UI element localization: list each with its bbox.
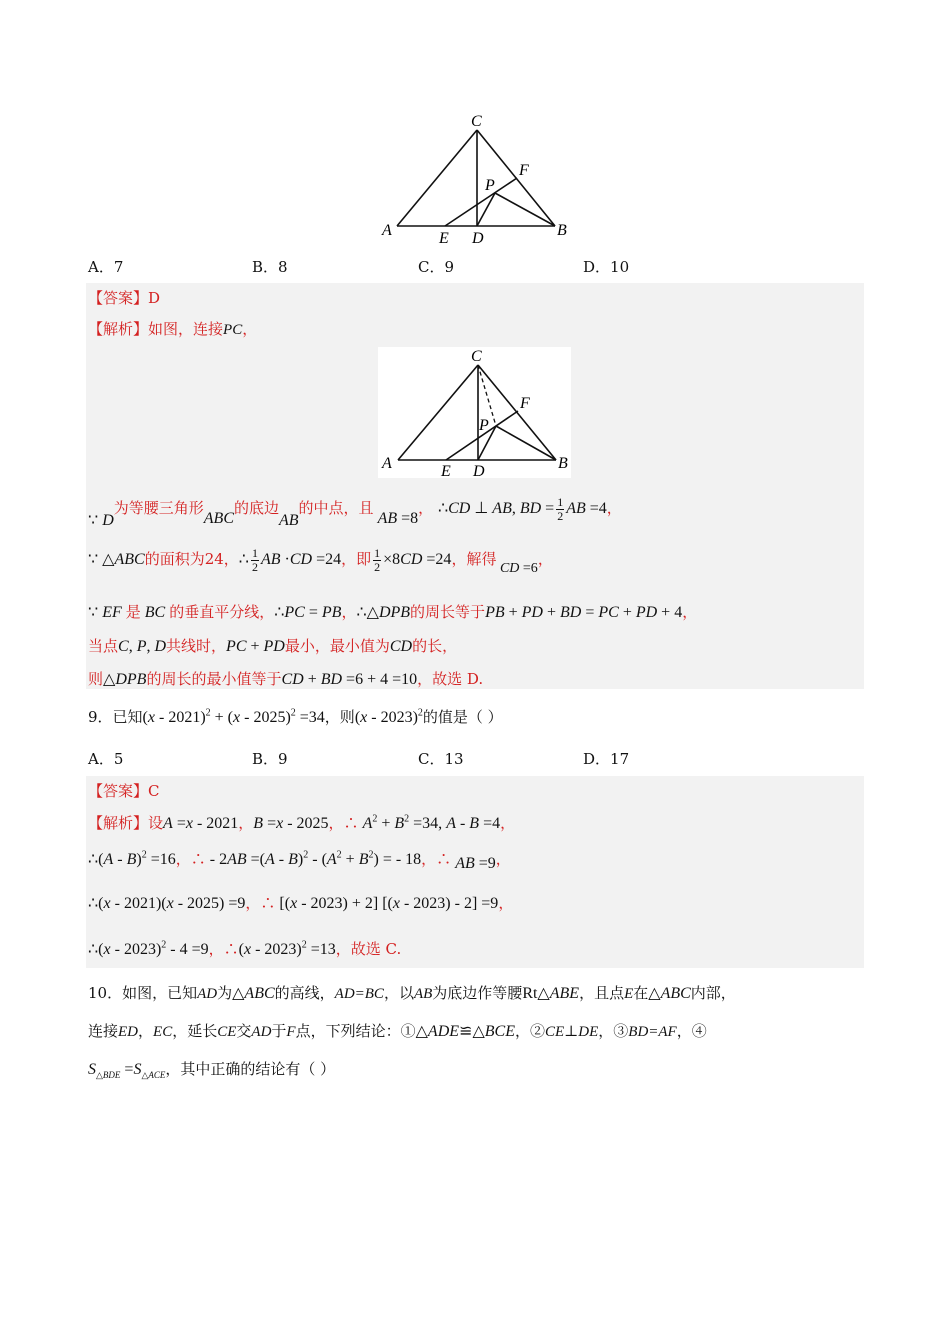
label-f: F [519, 162, 529, 179]
q9-option-a: A．5 [88, 750, 124, 768]
q9-line-3: ∴(x - 2021)(x - 2025) =9，∴ [(x - 2023) + 2] [(x - 2023) - 2] =9， [88, 894, 514, 912]
q9-line-1: 【解析】设A =x - 2021，B =x - 2025，∴ $A^2 + B^2 =34$, A - B =4， [88, 813, 516, 832]
triangle-figure-1 [375, 110, 575, 245]
q9-line-2: ∴(A - B)$^2$ =16，∴ - $2AB =(A - B)^2 - (A^2 + B^2)$ = - 18，∴ AB =9， [88, 849, 511, 872]
q9-option-d: D．17 [583, 750, 630, 768]
label-a2: A [382, 455, 392, 472]
q8-line-1: ∵ D为等腰三角形ABC的底边AB的中点，且 AB =8， ∴CD ⊥ AB, BD = $\frac{1}{2}$ AB =4， [88, 495, 622, 530]
label-d2: D [473, 463, 485, 478]
q9-option-b: B．9 [252, 750, 288, 768]
q8-line-5: 则△DPB的周长的最小值等于CD + BD =6 + 4 =10，故选 D. [88, 670, 484, 688]
q8-option-c: C．9 [418, 258, 455, 276]
label-e: E [439, 230, 449, 245]
q10-line-2: 连接ED，EC，延长CE交AD于F点，下列结论：①△ADE≌△BCE，②CE⊥DE，③BD=AF，④ [88, 1022, 707, 1040]
q8-line-4: 当点C, P, D共线时，PC + PD最小，最小值为CD的长， [88, 637, 458, 655]
label-f2: F [520, 395, 530, 412]
label-d: D [472, 230, 484, 245]
q8-line-3: ∵ EF 是 BC 的垂直平分线，∴PC = PB，∴△DPB的周长等于PB + PD + BD = PC + PD + 4， [88, 603, 698, 621]
label-b: B [557, 222, 567, 239]
q8-line-2: ∵ △ABC的面积为24，∴ $\frac{1}{2}$ AB ·CD =24，即 $\frac{1}{2}$ ×8CD =24，解得 CD =6， [88, 546, 553, 577]
label-c: C [471, 113, 482, 130]
label-a: A [382, 222, 392, 239]
q8-option-b: B．8 [252, 258, 288, 276]
q10-line-3: $S_{\triangle BDE} =S_{\triangle ACE}$，其中正确的结论有（ ） [88, 1060, 336, 1081]
q8-answer: 【答案】D [88, 289, 161, 307]
triangle-figure-2 [378, 347, 571, 478]
q9-line-4: ∴(x - 2023)$^2$ - 4 =9，∴(x - 2023)$^2$ =13，故选 C. [88, 939, 402, 958]
q8-option-a: A．7 [88, 258, 124, 276]
q8-option-d: D．10 [583, 258, 630, 276]
q10-line-1: 10．如图，已知AD为△ABC的高线，AD=BC，以AB为底边作等腰Rt△ABE，且点E在△ABC内部， [88, 984, 736, 1002]
label-c2: C [471, 348, 482, 365]
q9-answer: 【答案】C [88, 782, 160, 800]
label-b2: B [558, 455, 568, 472]
q8-analysis-intro: 【解析】如图，连接PC， [88, 320, 258, 338]
label-p: P [485, 177, 495, 194]
label-e2: E [441, 463, 451, 478]
q9-option-c: C．13 [418, 750, 464, 768]
q8-solution-box [86, 283, 864, 689]
q9-stem: 9．已知(x - 2021)$^2$ + (x - 2025)$^2$ =34，则(x - 2023)$^2$的值是（ ） [88, 707, 503, 726]
label-p2: P [479, 417, 489, 434]
